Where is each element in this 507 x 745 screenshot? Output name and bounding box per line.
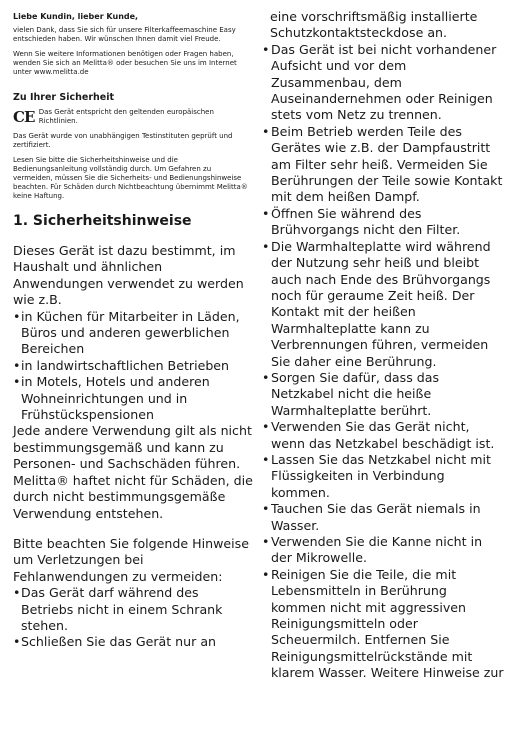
misuse-note: Bitte beachten Sie folgende Hinweise um Verletzungen bei Fehlanwendungen zu vermeiden:: [13, 535, 249, 584]
list-item: • in landwirtschaftlichen Betrieben: [13, 358, 253, 374]
list-item: • Tauchen Sie das Gerät niemals in Wasser.: [262, 501, 504, 534]
list-item: • Reinigen Sie die Teile, die mit Lebensmitteln in Berührung kommen nicht mit aggressiven Reinigungsmitteln oder Scheuermilch. Entfernen Sie Reinigungsmittelrückstände mit klarem Wasser. Weitere Hinweise zur: [262, 567, 504, 682]
continuation-text: eine vorschriftsmäßig installierte Schutzkontaktsteckdose an.: [270, 9, 478, 41]
left-safety-list: [13, 585, 253, 651]
right-column: [262, 0, 504, 682]
left-column: [13, 0, 253, 651]
contact-paragraph: Wenn Sie weitere Informationen benötigen oder Fragen haben, wenden Sie sich an Melitta® oder besuchen Sie uns im Internet unter www.melitta.de: [13, 50, 237, 76]
list-item: • in Küchen für Mitarbeiter in Läden, Büros und anderen gewerblichen Bereichen: [13, 309, 253, 358]
list-item: • Verwenden Sie das Gerät nicht, wenn das Netzkabel beschädigt ist.: [262, 419, 504, 452]
list-item: • Verwenden Sie die Kanne nicht in der Mikrowelle.: [262, 534, 504, 567]
list-item: • Das Gerät darf während des Betriebs nicht in einem Schrank stehen.: [13, 585, 253, 634]
list-item: • Das Gerät ist bei nicht vorhandener Aufsicht und vor dem Zusammenbau, dem Auseinandernehmen oder Reinigen stets vom Netz zu trennen.: [262, 42, 504, 124]
greeting: Liebe Kundin, lieber Kunde,: [13, 12, 139, 21]
list-item: • Schließen Sie das Gerät nur an: [13, 634, 253, 650]
intro-paragraph: vielen Dank, dass Sie sich für unsere Filterkaffeemaschine Easy entschieden haben. Wir wünschen Ihnen damit viel Freude.: [13, 26, 236, 43]
intended-use-intro: Dieses Gerät ist dazu bestimmt, im Haushalt und ähnlichen Anwendungen verwendet zu werden wie z.B.: [13, 243, 244, 308]
list-item: • Die Warmhalteplatte wird während der Nutzung sehr heiß und bleibt auch nach Ende des Brühvorgangs noch für geraume Zeit heiß. Der Kontakt mit der heißen Warmhalteplatte kann zu Verbrennungen führen, vermeiden Sie daher eine Berührung.: [262, 239, 504, 370]
list-item: • in Motels, Hotels und anderen Wohneinrichtungen und in Frühstückspensionen: [13, 374, 253, 423]
list-item: • Beim Betrieb werden Teile des Gerätes wie z.B. der Dampfaustritt am Filter sehr heiß. Vermeiden Sie Berührungen der Teile sowie Kontakt mit dem heißen Dampf.: [262, 124, 504, 206]
section-title: 1. Sicherheitshinweise: [13, 213, 192, 229]
list-item: • Lassen Sie das Netzkabel nicht mit Flüssigkeiten in Verbindung kommen.: [262, 452, 504, 501]
list-item: • Sorgen Sie dafür, dass das Netzkabel nicht die heiße Warmhalteplatte berührt.: [262, 370, 504, 419]
ce-text: Das Gerät entspricht den geltenden europäischen Richtlinien.: [38, 108, 214, 125]
intended-use-list: [13, 309, 253, 424]
ce-mark-icon: CE: [13, 108, 35, 126]
right-safety-list: [262, 42, 504, 682]
safety-heading: Zu Ihrer Sicherheit: [13, 92, 115, 103]
tested-text: Das Gerät wurde von unabhängigen Testinstituten geprüft und zertifiziert.: [13, 132, 233, 149]
other-use-paragraph: Jede andere Verwendung gilt als nicht bestimmungsgemäß und kann zu Personen- und Sachschäden führen. Melitta® haftet nicht für Schäden, die durch nicht bestimmungsgemäße Verwendung entstehen.: [13, 423, 253, 521]
list-item: • Öffnen Sie während des Brühvorgangs nicht den Filter.: [262, 206, 504, 239]
ce-statement: [13, 108, 253, 126]
read-instructions-text: Lesen Sie bitte die Sicherheitshinweise und die Bedienungsanleitung vollständig durch. Um Gefahren zu vermeiden, müssen Sie die Sicherheits- und Bedienungshinweise beachten. Für Schäden durch Nichtbeachtung übernimmt Melitta® keine Haftung.: [13, 156, 248, 200]
